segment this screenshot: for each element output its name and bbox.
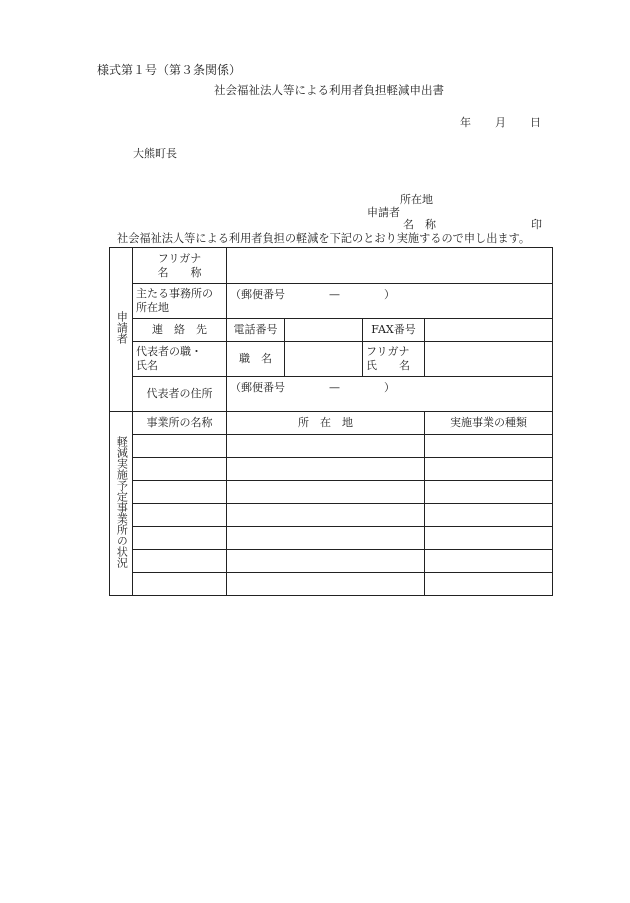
name-label: 名 称: [157, 265, 202, 279]
rep-title-label-1: 代表者の職・: [136, 345, 202, 359]
date-month-label: 月: [495, 116, 506, 129]
furigana-name-label-cell: [133, 248, 227, 284]
main-office-address-field[interactable]: [227, 284, 553, 319]
office-name-cell[interactable]: [133, 458, 227, 481]
seal-label: 印: [531, 218, 542, 231]
service-type-header: 実施事業の種類: [425, 412, 553, 435]
applicant-label: 申請者: [367, 206, 400, 219]
position-field[interactable]: [285, 342, 363, 377]
office-name-header: 事業所の名称: [133, 412, 227, 435]
date-day-label: 日: [530, 116, 541, 129]
service-type-cell[interactable]: [425, 458, 553, 481]
statement-text: 社会福祉法人等による利用者負担の軽減を下記のとおり実施するので申し出ます。: [117, 232, 531, 245]
service-type-cell[interactable]: [425, 504, 553, 527]
addressee: 大熊町長: [133, 147, 177, 160]
service-type-cell[interactable]: [425, 435, 553, 458]
office-name-cell[interactable]: [133, 573, 227, 596]
table-row: [110, 527, 553, 550]
phone-label: 電話番号: [227, 319, 285, 342]
office-name-cell[interactable]: [133, 550, 227, 573]
document-title: 社会福祉法人等による利用者負担軽減申出書: [214, 83, 444, 97]
furigana-label: フリガナ: [157, 251, 202, 265]
location-cell[interactable]: [227, 527, 425, 550]
location-cell[interactable]: [227, 573, 425, 596]
location-cell[interactable]: [227, 458, 425, 481]
applicant-address-label: 所在地: [400, 193, 433, 206]
rep-furigana-label: フリガナ: [366, 345, 410, 359]
form-number: 様式第１号（第３条関係）: [97, 63, 242, 77]
location-cell[interactable]: [227, 550, 425, 573]
rep-name-label: 氏 名: [366, 359, 410, 372]
table-row: [110, 319, 553, 342]
table-row: [110, 412, 553, 435]
main-office-label-cell: [133, 284, 227, 319]
table-row: [110, 504, 553, 527]
service-type-cell[interactable]: [425, 573, 553, 596]
table-row: [110, 342, 553, 377]
rep-title-label-2: 氏名: [136, 359, 158, 372]
office-name-cell[interactable]: [133, 481, 227, 504]
date-year-label: 年: [460, 116, 471, 129]
service-type-cell[interactable]: [425, 550, 553, 573]
table-row: [110, 248, 553, 284]
location-header: 所 在 地: [227, 412, 425, 435]
rep-address-label: 代表者の住所: [133, 377, 227, 412]
status-group-cell: [110, 412, 133, 596]
table-row: [110, 377, 553, 412]
table-row: [110, 284, 553, 319]
corporation-name-field[interactable]: [227, 248, 553, 284]
position-label: 職 名: [227, 342, 285, 377]
table-row: [110, 550, 553, 573]
applicant-group-label: 申請者: [115, 311, 129, 345]
rep-address-field[interactable]: [227, 377, 553, 412]
table-row: [110, 481, 553, 504]
location-cell[interactable]: [227, 504, 425, 527]
applicant-group-cell: [110, 248, 133, 412]
phone-field[interactable]: [285, 319, 363, 342]
main-office-label-2: 所在地: [136, 301, 169, 314]
table-row: [110, 573, 553, 596]
main-office-label-1: 主たる事務所の: [136, 287, 213, 301]
fax-label: FAX番号: [363, 319, 425, 342]
service-type-cell[interactable]: [425, 527, 553, 550]
office-name-cell[interactable]: [133, 527, 227, 550]
table-row: [110, 458, 553, 481]
rep-title-label-cell: [133, 342, 227, 377]
status-group-label: 軽減実施予定事業所の状況: [115, 435, 129, 568]
fax-field[interactable]: [425, 319, 553, 342]
office-name-cell[interactable]: [133, 435, 227, 458]
postal-code-text: （郵便番号 — ）: [230, 288, 395, 301]
application-table: [109, 247, 553, 596]
location-cell[interactable]: [227, 481, 425, 504]
postal-code-text: （郵便番号 — ）: [230, 381, 395, 394]
rep-name-field[interactable]: [425, 342, 553, 377]
service-type-cell[interactable]: [425, 481, 553, 504]
contact-label: 連 絡 先: [133, 319, 227, 342]
location-cell[interactable]: [227, 435, 425, 458]
table-row: [110, 435, 553, 458]
applicant-name-label: 名 称: [403, 218, 436, 231]
office-name-cell[interactable]: [133, 504, 227, 527]
rep-name-label-cell: [363, 342, 425, 377]
